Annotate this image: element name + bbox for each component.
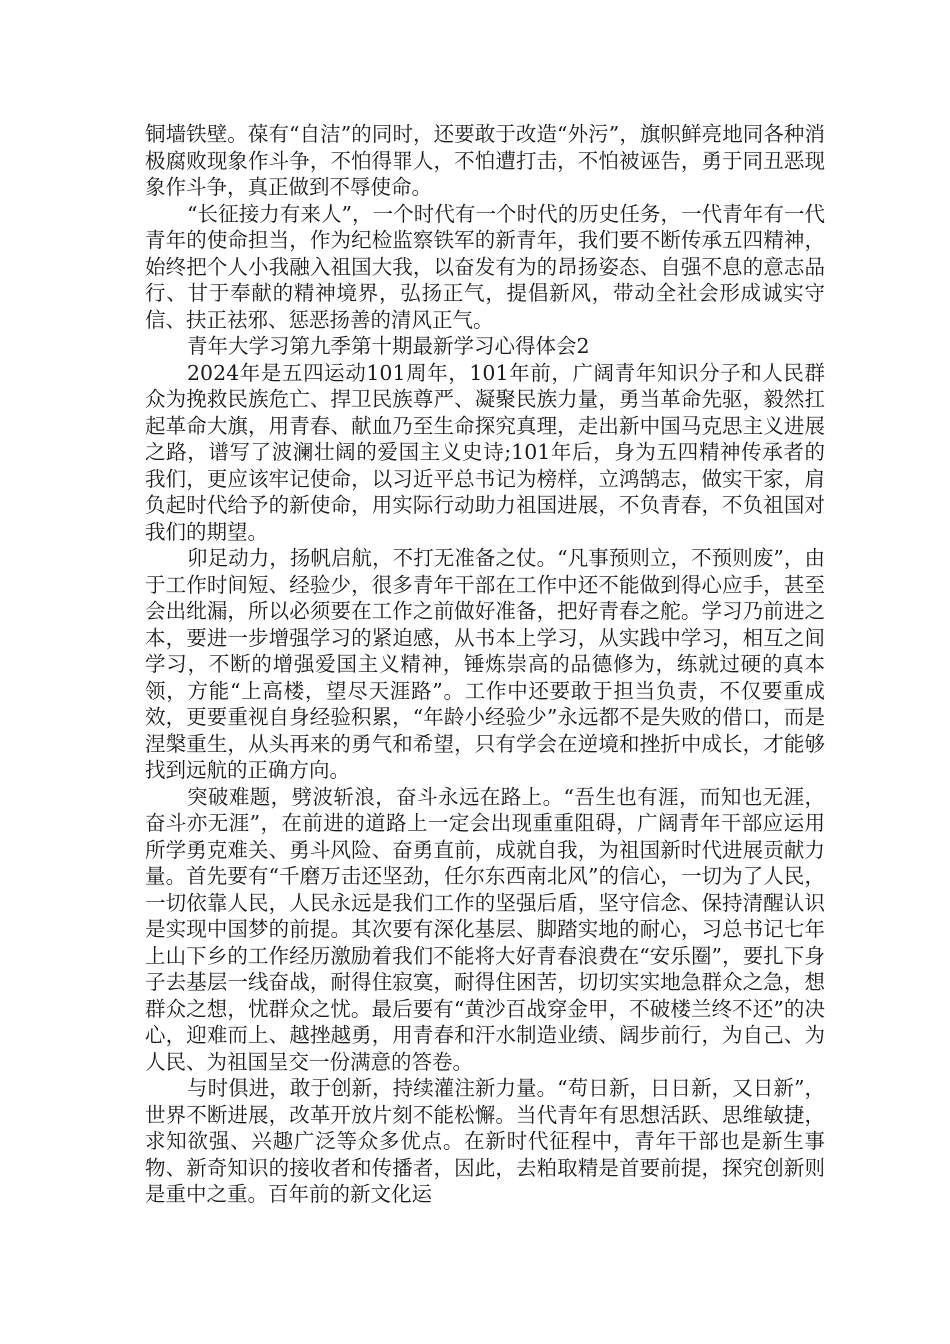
- paragraph: 卯足动力，扬帆启航，不打无准备之仗。“凡事预则立，不预则废”，由于工作时间短、经验少，很多青年干部在工作中还不能做到得心应手，甚至会出纰漏，所以必须要在工作之前做好准备，把好青春之舵。学习乃前进之本，要进一步增强学习的紧迫感，从书本上学习，从实践中学习，相互之间学习，不断的增强爱国主义精神，锤炼崇高的品德修为，练就过硬的真本领，方能“上高楼，望尽天涯路”。工作中还要敢于担当负责，不仅要重成效，更要重视自身经验积累，“年龄小经验少”永远都不是失败的借口，而是涅槃重生，从头再来的勇气和希望，只有学会在逆境和挫折中成长，才能够找到远航的正确方向。: [145, 546, 825, 782]
- paragraph: “长征接力有来人”，一个时代有一个时代的历史任务，一代青年有一代青年的使命担当，作为纪检监察铁军的新青年，我们要不断传承五四精神，始终把个人小我融入祖国大我，以奋发有为的昂扬姿态、自强不息的意志品行、甘于奉献的精神境界，弘扬正气，提倡新风，带动全社会形成诚实守信、扶正祛邪、惩恶扬善的清风正气。: [145, 201, 825, 332]
- paragraph: 与时俱进，敢于创新，持续灌注新力量。“苟日新，日日新，又日新”，世界不断进展，改革开放片刻不能松懈。当代青年有思想活跃、思维敏捷，求知欲强、兴趣广泛等众多优点。在新时代征程中，青年干部也是新生事物、新奇知识的接收者和传播者，因此，去粕取精是首要前提，探究创新则是重中之重。百年前的新文化运: [145, 1076, 825, 1206]
- paragraph: 铜墙铁壁。葆有“自洁”的同时，还要敢于改造“外污”，旗帜鲜亮地同各种消极腐败现象作斗争，不怕得罪人，不怕遭打击，不怕被诬告，勇于同丑恶现象作斗争，真正做到不辱使命。: [145, 122, 825, 199]
- section-heading: 青年大学习第九季第十期最新学习心得体会2: [187, 334, 590, 358]
- document-page: [145, 121, 825, 1208]
- paragraph: 突破难题，劈波斩浪，奋斗永远在路上。“吾生也有涯，而知也无涯，奋斗亦无涯”，在前进的道路上一定会出现重重阻碍，广阔青年干部应运用所学勇克难关、勇斗风险、奋勇直前，成就自我，为祖国新时代进展贡献力量。首先要有“千磨万击还坚劲，任尔东西南北风”的信心，一切为了人民，一切依靠人民，人民永远是我们工作的坚强后盾，坚守信念、保持清醒认识是实现中国梦的前提。其次要有深化基层、脚踏实地的耐心，习总书记七年上山下乡的工作经历激励着我们不能将大好青春浪费在“安乐圈”，要扎下身子去基层一线奋战，耐得住寂寞，耐得住困苦，切切实实地急群众之急，想群众之想，忧群众之忧。最后要有“黄沙百战穿金甲，不破楼兰终不还”的决心，迎难而上、越挫越勇，用青春和汗水制造业绩、阔步前行，为自己、为人民、为祖国呈交一份满意的答卷。: [145, 784, 825, 1074]
- paragraph: 2024年是五四运动101周年，101年前，广阔青年知识分子和人民群众为挽救民族危亡、捍卫民族尊严、凝聚民族力量，勇当革命先驱，毅然扛起革命大旗，用青春、献血乃至生命探究真理，走出新中国马克思主义进展之路，谱写了波澜壮阔的爱国主义史诗;101年后，身为五四精神传承者的我们，更应该牢记使命，以习近平总书记为榜样，立鸿鹄志，做实干家，肩负起时代给予的新使命，用实际行动助力祖国进展，不负青春，不负祖国对我们的期望。: [145, 360, 825, 544]
